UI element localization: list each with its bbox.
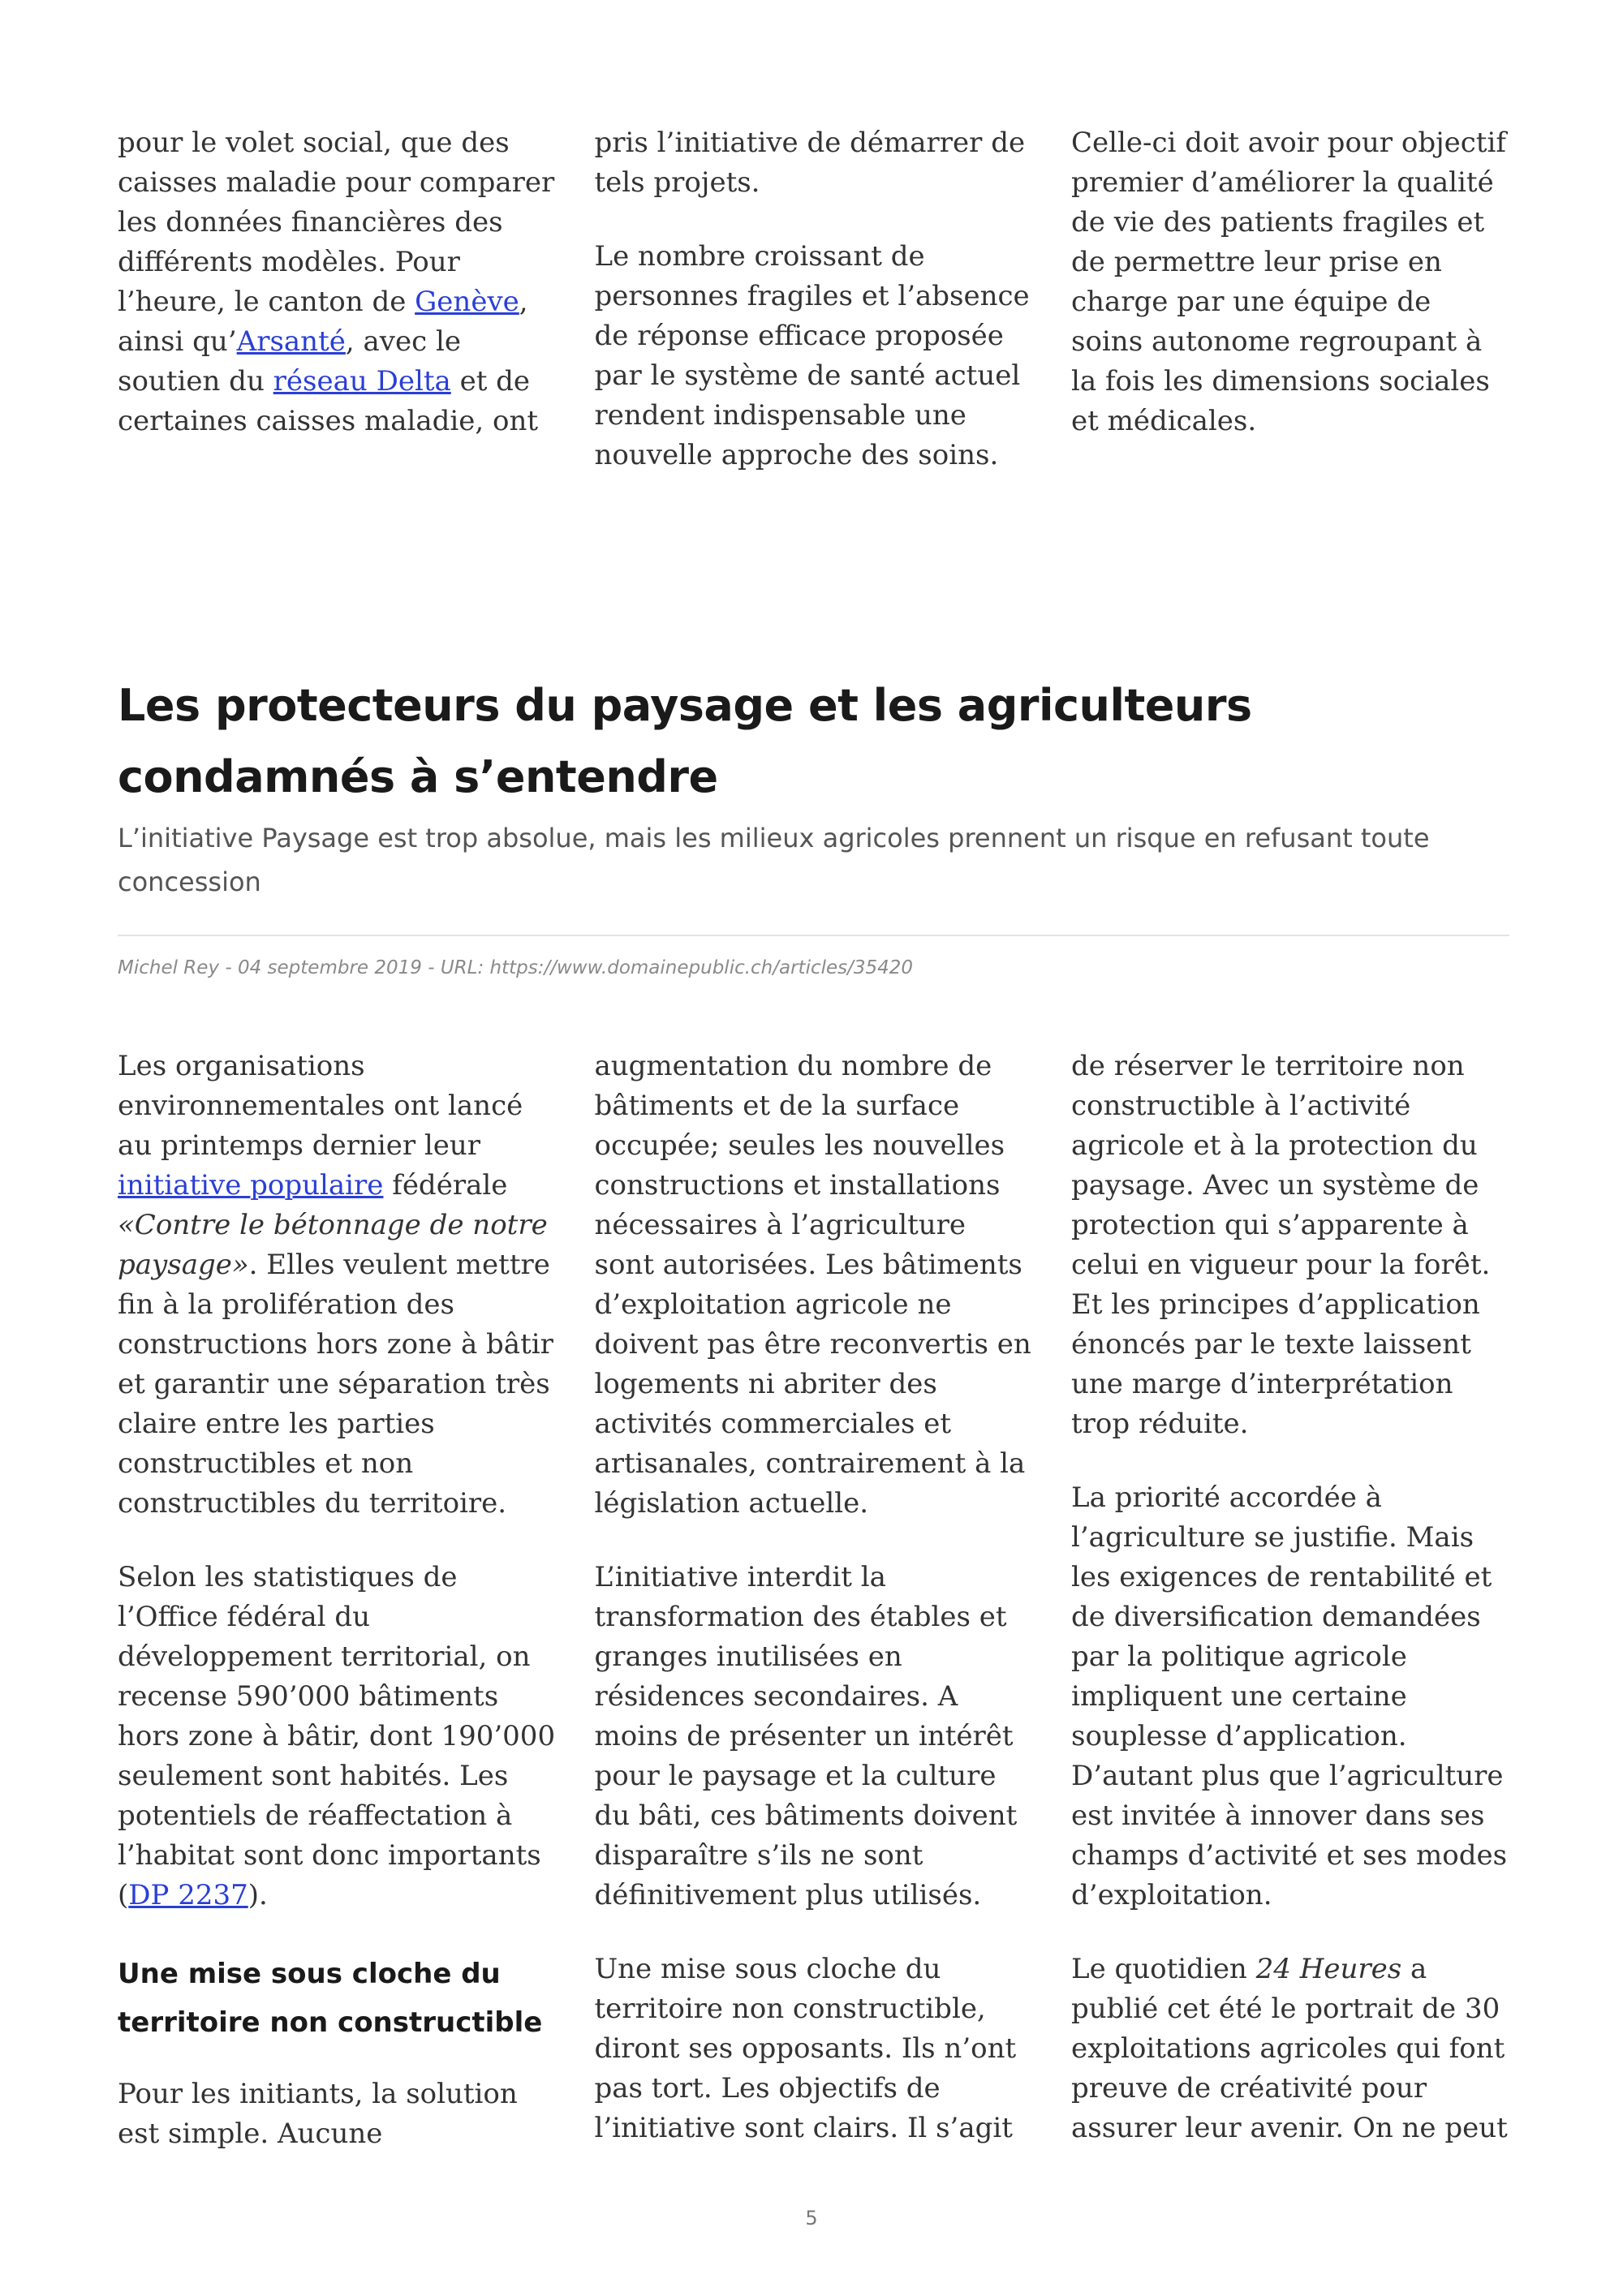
paragraph: Le nombre croissant de personnes fragiles et l’absence de réponse efficace proposée par le système de santé actuel rendent indispensable une nouvelle approche des soins.: [594, 240, 1030, 471]
initiative-name: «Contre le bétonnage de notre paysage»: [118, 1209, 548, 1281]
text: a publié cet été le portrait de 30 exploitations agricoles qui font preuve de créativité pour assurer leur avenir. On ne peut: [1071, 1953, 1508, 2144]
paragraph: [1071, 1950, 1509, 2148]
text: , ainsi qu’: [118, 286, 528, 358]
text: fédérale: [383, 1169, 508, 1202]
paragraph: de réserver le territoire non constructible à l’activité agricole et à la protection du paysage. Avec un système de protection qui s’apparente à celui en vigueur pour la forêt. Et les principes d’application énoncés par le texte laissent une marge d’interprétation trop réduite.: [1071, 1050, 1491, 1440]
divider: [118, 935, 1509, 936]
link-arsante[interactable]: Arsanté: [236, 325, 346, 358]
section-heading: Une mise sous cloche du territoire non constructible: [118, 1958, 543, 2039]
text: Le quotidien: [1071, 1953, 1256, 1985]
paragraph: Une mise sous cloche du territoire non constructible, diront ses opposants. Ils n’ont pas tort. Les objectifs de l’initiative sont clairs. Il s’agit: [594, 1953, 1017, 2144]
paragraph: L’initiative interdit la transformation des étables et granges inutilisées en résidences secondaires. A moins de présenter un intérêt pour le paysage et la culture du bâti, ces bâtiments doivent disparaître s’ils ne sont définitivement plus utilisés.: [594, 1561, 1018, 1911]
text: , avec le soutien du: [118, 325, 461, 398]
column-3: [1071, 1047, 1509, 2154]
paragraph: Celle-ci doit avoir pour objectif premier d’améliorer la qualité de vie des patients fragiles et de permettre leur prise en charge par une équipe de soins autonome regroupant à la fois les dimensions sociales et médicales.: [1071, 127, 1506, 437]
column-1: [118, 123, 556, 475]
paragraph: La priorité accordée à l’agriculture se justifie. Mais les exigences de rentabilité et de diversification demandées par la politique agricole impliquent une certaine souplesse d’application. D’autant plus que l’agriculture est invitée à innover dans ses champs d’activité et ses modes d’exploitation.: [1071, 1481, 1508, 1911]
text: Selon les statistiques de l’Office fédéral du développement territorial, on recense 590’000 bâtiments hors zone à bâtir, dont 190’000 seulement sont habités. Les potentiels de réaffectation à l’habitat sont donc importants (: [118, 1561, 556, 1911]
column-3: [1071, 123, 1509, 475]
paragraph: Pour les initiants, la solution est simple. Aucune: [118, 2078, 518, 2150]
newspaper-name: 24 Heures: [1255, 1953, 1402, 1985]
link-reseau-delta[interactable]: réseau Delta: [273, 365, 451, 398]
column-1: [118, 1047, 556, 2154]
page-number: 5: [805, 2207, 818, 2229]
text: pour le volet social, que des caisses maladie pour comparer les données financières des différents modèles. Pour l’heure, le canton de: [118, 127, 555, 318]
link-initiative-populaire[interactable]: initiative populaire: [118, 1169, 384, 1202]
article-subtitle: L’initiative Paysage est trop absolue, mais les milieux agricoles prennent un risque en refusant toute concession: [118, 823, 1430, 897]
link-dp-2237[interactable]: DP 2237: [128, 1879, 248, 1911]
paragraph: pris l’initiative de démarrer de tels projets.: [594, 127, 1026, 199]
column-2: [595, 123, 1033, 475]
text: et de certaines caisses maladie, ont: [118, 365, 539, 437]
text: . Elles veulent mettre fin à la prolifération des constructions hors zone à bâtir et garantir une séparation très claire entre les parties constructibles et non constructibles du territoire.: [118, 1249, 553, 1520]
paragraph: augmentation du nombre de bâtiments et de la surface occupée; seules les nouvelles constructions et installations nécessaires à l’agriculture sont autorisées. Les bâtiments d’exploitation agricole ne doivent pas être reconvertis en logements ni abriter des activités commerciales et artisanales, contrairement à la législation actuelle.: [594, 1050, 1031, 1520]
paragraph: [118, 1558, 556, 1915]
article-byline: Michel Rey - 04 septembre 2019 - URL: https://www.domainepublic.ch/articles/35420: [118, 957, 914, 978]
text: Les organisations environnementales ont lancé au printemps dernier leur: [118, 1050, 523, 1162]
link-geneve[interactable]: Genève: [415, 286, 519, 318]
paragraph: [118, 123, 556, 441]
previous-article-columns: [118, 123, 1509, 475]
article-columns: [118, 1047, 1509, 2154]
paragraph: [118, 1047, 556, 1524]
article-title: Les protecteurs du paysage et les agriculteurs condamnés à s’entendre: [118, 680, 1252, 802]
text: ).: [248, 1879, 268, 1911]
column-2: [595, 1047, 1033, 2154]
